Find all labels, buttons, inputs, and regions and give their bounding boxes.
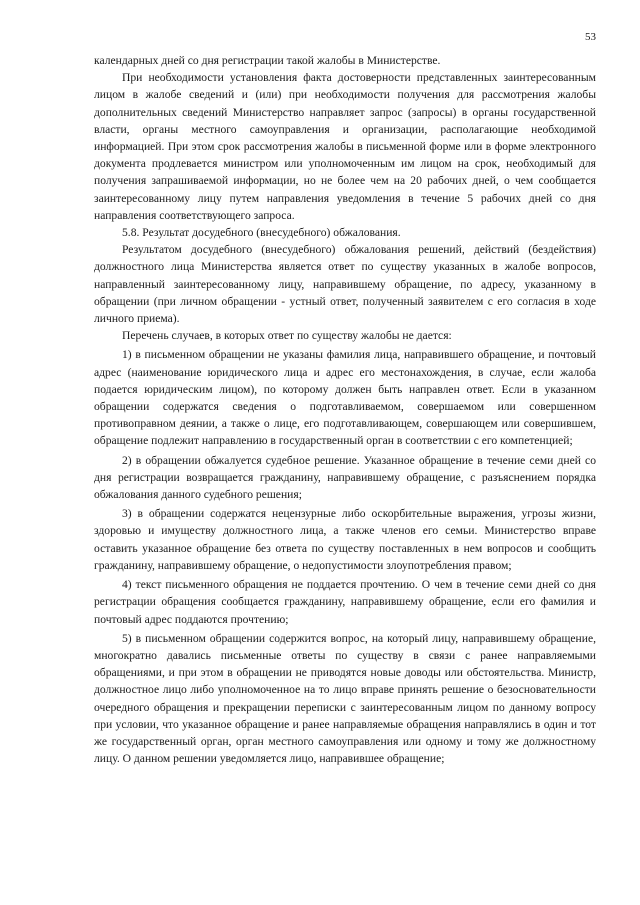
list-item-5: 5) в письменном обращении содержится вопрос, на который лицу, направившему обращение, многократно давались письменные ответы по существу в связи с ранее направляемыми обращениями, и при этом в обращении не приводятся новые доводы или обстоятельства. Министр, должностное лицо либо уполномоченное на то лицо вправе принять решение о безосновательности очередного обращения и прекращении переписки с заинтересованным лицом по данному вопросу при условии, что указанное обращение и ранее направляемые обращения направлялись в один и тот же государственный орган, орган местного самоуправления или одному и тому же должностному лицу. О данном решении уведомляется лицо, направившее обращение;	[94, 631, 596, 766]
list-item-3: 3) в обращении содержатся нецензурные либо оскорбительные выражения, угрозы жизни, здоровью и имуществу должностного лица, а также членов его семьи. Министерство вправе оставить указанное обращение без ответа по существу поставленных в нем вопросов и сообщить гражданину, направившему обращение, о недопустимости злоупотребления правом;	[94, 507, 596, 572]
section-heading-5-8: 5.8. Результат досудебного (внесудебного) обжалования.	[122, 226, 401, 240]
list-item-2: 2) в обращении обжалуется судебное решение. Указанное обращение в течение семи дней со дня регистрации возвращается гражданину, направившему обращение, с разъяснением порядка обжалования данного судебного решения;	[94, 453, 596, 502]
paragraph-additional-info-request: При необходимости установления факта достоверности представленных заинтересованным лицом в жалобе сведений и (или) при необходимости получения для рассмотрения жалобы дополнительных сведений Министерство направляет запрос (запросы) в органы государственной власти, органы местного самоуправления и организации, располагающие необходимой информацией. При этом срок рассмотрения жалобы в письменной форме или в форме электронного документа продлевается министром или уполномоченным им лицом на срок, необходимый для получения запрашиваемой информации, но не более чем на 20 рабочих дней, о чем сообщается заинтересованному лицу путем направления уведомления в течение 5 рабочих дней со дня направления соответствующего запроса.	[94, 71, 596, 222]
paragraph-appeal-result: Результатом досудебного (внесудебного) обжалования решений, действий (бездействия) должностного лица Министерства является ответ по существу указанных в жалобе вопросов, направленный заинтересованному лицу, направившему обращение, по адресу, указанному в обращении (при личном обращении - устный ответ, полученный заявителем с его согласия в ходе личного приема).	[94, 243, 596, 326]
paragraph-continuation: календарных дней со дня регистрации такой жалобы в Министерстве.	[94, 54, 441, 67]
document-body	[94, 52, 596, 767]
list-item-4: 4) текст письменного обращения не поддается прочтению. О чем в течение семи дней со дня регистрации обращения сообщается гражданину, направившему обращение, если его фамилия и почтовый адрес поддаются прочтению;	[94, 578, 596, 626]
paragraph-no-answer-cases: Перечень случаев, в которых ответ по существу жалобы не дается:	[122, 329, 452, 343]
list-item-1: 1) в письменном обращении не указаны фамилия лица, направившего обращение, и почтовый адрес (наименование юридического лица и адрес его местонахождения, в случае, если жалоба подается юридическим лицом), по которому должен быть направлен ответ. Если в указанном обращении содержатся сведения о подготавливаемом, совершаемом или совершенном противоправном деянии, а также о лице, его подготавливающем, совершающем или совершившем, обращение подлежит направлению в государственный орган в соответствии с его компетенцией;	[94, 348, 596, 448]
page-number: 53	[585, 31, 596, 43]
